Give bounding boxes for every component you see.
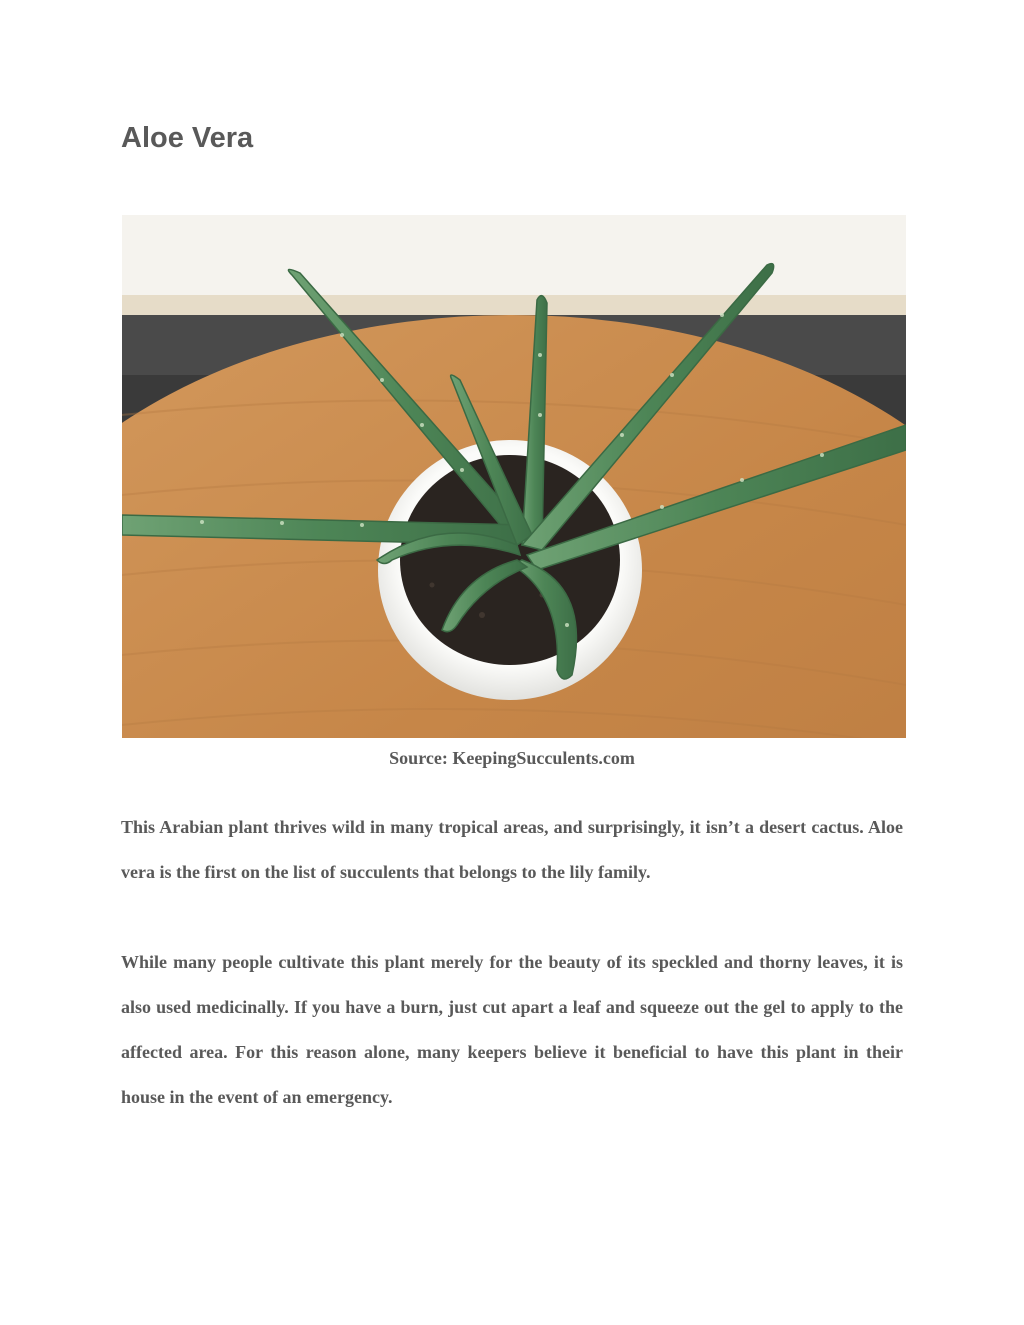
paragraph-medicinal-use: While many people cultivate this plant merely for the beauty of its speckled and thorny leaves, it is also used medicinally. If you have a burn, just cut apart a leaf and squeeze out the gel to apply to the affected area. For this reason alone, many keepers believe it beneficial to have this plant in their house in the event of an emergency. [121, 952, 903, 1107]
image-caption: Source: KeepingSucculents.com [389, 748, 635, 768]
paragraph-intro: This Arabian plant thrives wild in many tropical areas, and surprisingly, it isn’t a desert cactus. Aloe vera is the first on the list of succulents that belongs to the lily family. [121, 817, 903, 882]
aloe-vera-photo [122, 215, 906, 738]
page-title: Aloe Vera [121, 122, 254, 154]
